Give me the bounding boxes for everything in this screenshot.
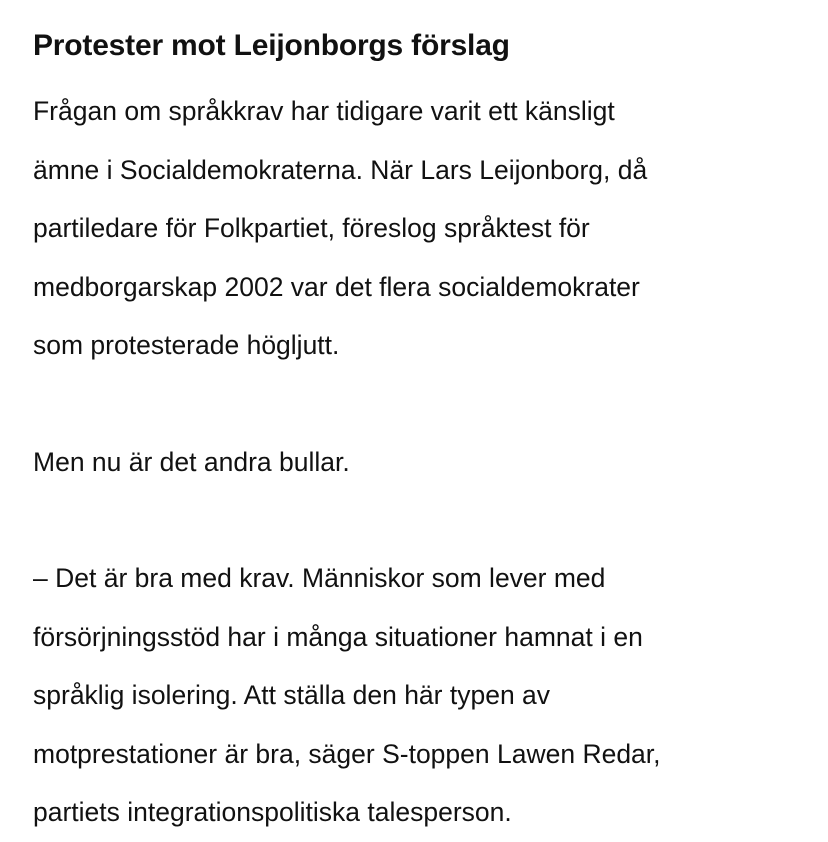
text-line: medborgarskap 2002 var det flera socialdemokrater bbox=[33, 271, 640, 302]
text-line: motprestationer är bra, säger S-toppen Lawen Redar, bbox=[33, 738, 661, 769]
text-line: – Det är bra med krav. Människor som lever med bbox=[33, 563, 606, 593]
paragraph-spacer bbox=[33, 375, 803, 433]
text-line: språklig isolering. Att ställa den här typen av bbox=[33, 680, 551, 710]
text-line: ämne i Socialdemokraterna. När Lars Leijonborg, då bbox=[33, 154, 648, 185]
article bbox=[33, 24, 803, 842]
article-heading: Protester mot Leijonborgs förslag bbox=[33, 29, 510, 62]
paragraph-quote bbox=[33, 549, 803, 842]
text-line: partiets integrationspolitiska talesperson. bbox=[33, 797, 512, 827]
text-line: försörjningsstöd har i många situationer hamnat i en bbox=[33, 621, 643, 652]
text-line: partiledare för Folkpartiet, föreslog språktest för bbox=[33, 213, 590, 243]
text-line: som protesterade högljutt. bbox=[33, 330, 340, 360]
text-line: Frågan om språkkrav har tidigare varit ett känsligt bbox=[33, 96, 615, 126]
paragraph-intro bbox=[33, 82, 803, 375]
text-line: Men nu är det andra bullar. bbox=[33, 446, 350, 477]
paragraph-spacer bbox=[33, 491, 803, 549]
paragraph-transition bbox=[33, 433, 803, 492]
